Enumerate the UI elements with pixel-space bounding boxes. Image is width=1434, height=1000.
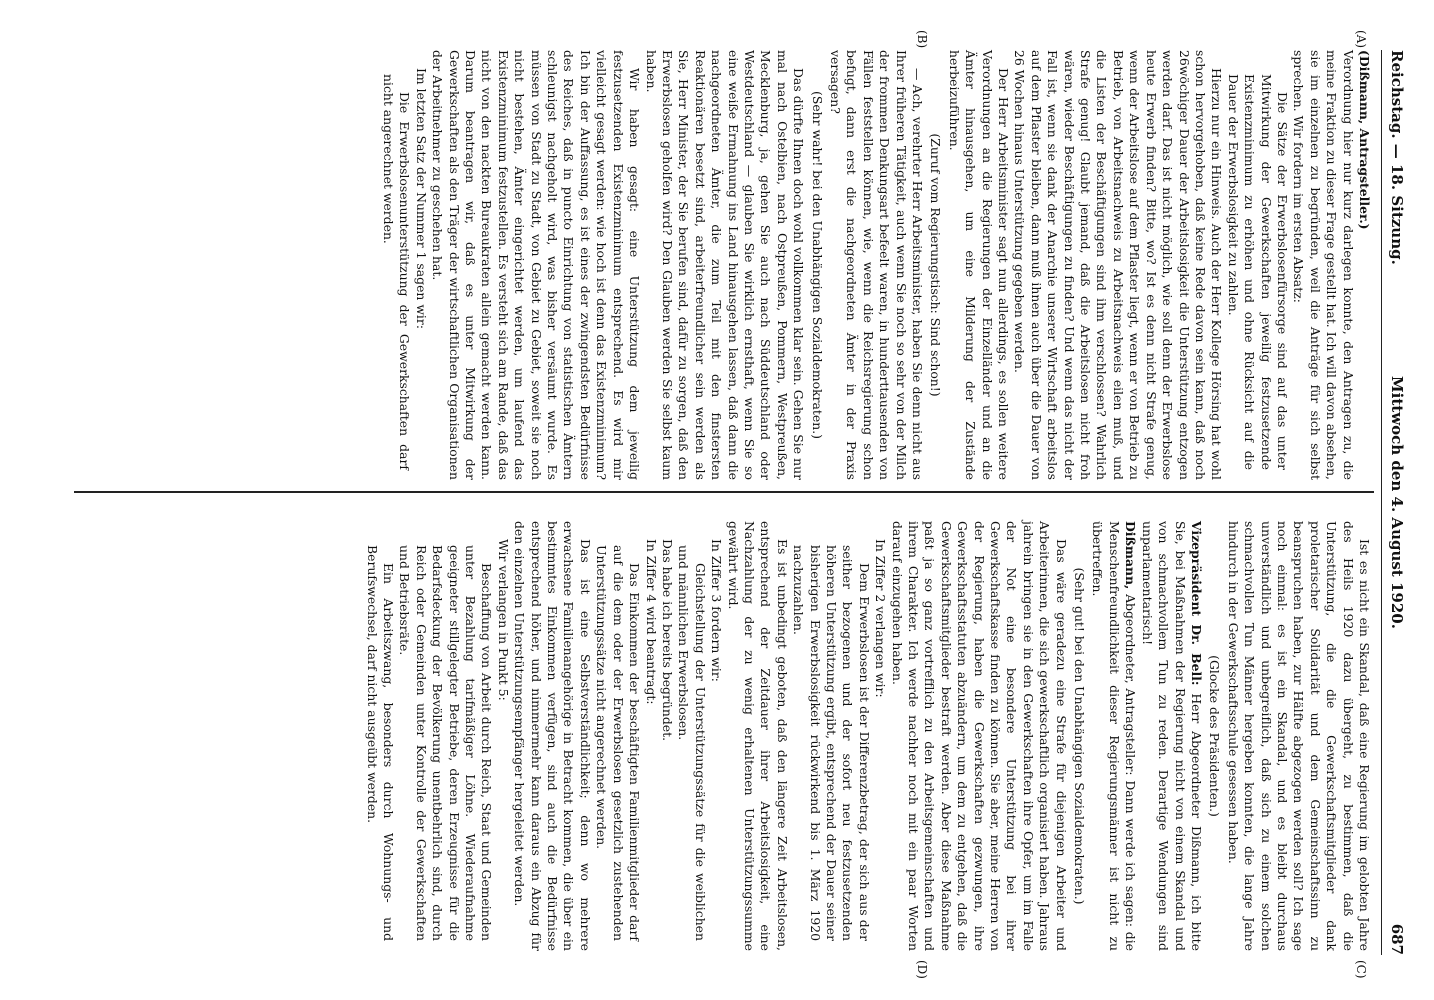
paragraph-text: Die Erwerbslosenunterstützung der Gewerkschaften darf nicht angerechnet werden. xyxy=(381,74,413,470)
paragraph-text: Wir haben gesagt: eine Unterstützung dem jeweilig festzusetzenden Existenzminimum entsprechend. Es wird mir vielleicht gesagt werden: wie hoch ist denn das Existenzminimum? Ich bin der Auffassung, es ist eines der zwingendsten Bedürfnisse des Reiches, daß in puncto Einrichtung von statistischen Ämtern schleunigst nachgeholt wird, was bisher versäumt wurde. Es müssen von Stadt zu Stadt, von Gebiet zu Gebiet, soweit sie noch nicht bestehen, Ämter eingerichtet werden, um laufend das Existenzminimum festzustellen. Es versteht sich am Rande, daß das nicht von den nackten Bureaukraten allein gemacht werden kann. Darum beantragen wir, daß es unter Mitwirkung der Gewerkschaften als den Träger der wirtschaftlichen Organisationen der Arbeitnehmer zu geschehen hat. xyxy=(430,50,643,480)
paragraph xyxy=(363,545,396,941)
paragraph-text: Das Einkommen der beschäftigten Familienmitglieder darf auf die dem oder der Erwerbslosen gesetzlich zustehenden Unterstützungssätze nicht angerechnet werden. xyxy=(594,545,643,941)
paragraph-text: In Ziffer 4 wird beantragt: xyxy=(643,539,659,705)
paragraph-text: Ein Arbeitszwang, besonders durch Wohnungs- und Berufswechsel, darf nicht ausgeübt werden. xyxy=(364,545,397,941)
paragraph xyxy=(659,521,675,951)
speaker-name: Dißmann, xyxy=(1123,521,1139,590)
margin-mark-a: (A) xyxy=(1354,30,1368,49)
column-divider xyxy=(74,491,1374,493)
paragraph xyxy=(511,521,593,951)
paragraph xyxy=(1089,521,1138,951)
paragraph-text: In Ziffer 2 verlangen wir: xyxy=(873,539,889,698)
paragraph xyxy=(380,74,413,470)
paragraph-text: Das wäre geradezu eine Strafe für diejenigen Arbeiter und Arbeiterinnen, die sich gewerkschaftlich organisiert haben. Jahraus jahrein bringen sie in den Gewerkschaften ihre Opfer, um im Falle der Not eine besondere Unterstützung bei ihrer Gewerkschaftskasse finden zu können. Sie aber, meine Herren von der Regierung, haben die Gewerkschaften gezwungen, ihre Gewerkschaftsstatuten abzuändern, um dem zu entgehen, daß die Gewerkschaftsmitglieder bestraft werden. Aber diese Maßnahme paßt ja so ganz vortrefflich zu den Arbeitsgemeinschaften und ihrem Charakter. Ich werde nachher noch mit ein paar Worten darauf einzugehen haben. xyxy=(889,521,1069,951)
paragraph xyxy=(1290,50,1356,480)
header-session: Reichstag. — 18. Sitzung. xyxy=(1388,50,1406,265)
paragraph-text: Verordnung hier nur kurz darlegen konnte, den Antragen zu, die meine Fraktion zu dieser Frage gestellt hat. Ich will davon absehen, sie im einzelnen zu begründen, weil die Anträge für sich selbst sprechen. Wir fordern im ersten Absatz: xyxy=(1291,50,1356,480)
running-head xyxy=(1381,50,1406,955)
paragraph-text: Abgeordneter, Antragsteller: Dann werde ich sagen: die Menschenfreundlichkeit dieser Regierungsmänner ist nicht zu übertreffen. xyxy=(1090,521,1139,951)
paragraph xyxy=(642,521,658,951)
paragraph-text: Die Sätze der Erwerbslosenfürsorge sind auf das unter Mitwirkung der Gewerkschaften jeweilig festzusetzende Existenzminimum zu erhöhen und ohne Rücksicht auf die Dauer der Erwerbslosigkeit zu zahlen. xyxy=(1225,74,1290,470)
paragraph-text: Es ist unbedingt geboten, daß den längere Zeit Arbeitslosen, entsprechend der Zeitdauer ihrer Arbeitslosigkeit, eine Nachzahlung der zu wenig erhaltenen Unterstützungssumme gewährt wird. xyxy=(725,521,790,951)
paragraph-text: Beschaffung von Arbeit durch Reich, Staat und Gemeinden unter Bezahlung tarifmäßiger Löhne. Wiederaufnahme geeigneter stillgelegter Betriebe, deren Erzeugnisse für die Bedarfsdeckung der Bevölkerung unentbehrlich sind, durch Reich oder Gemeinden unter Kontrolle der Gewerkschaften und Betriebsräte. xyxy=(397,545,495,941)
margin-mark-d: (D) xyxy=(915,960,929,979)
paragraph xyxy=(494,521,510,951)
paragraph-text: Wir verlangen in Punkt 5: xyxy=(495,539,511,701)
paragraph-text: (Sehr gut! bei den Unabhängigen Sozialdemokraten.) xyxy=(1072,567,1088,905)
paragraph xyxy=(412,50,428,480)
paragraph xyxy=(429,50,642,480)
paragraph xyxy=(1138,521,1204,951)
paragraph-text: Gleichstellung der Unterstützungssätze für die weiblichen und männlichen Erwerbslosen. xyxy=(676,545,708,941)
paragraph xyxy=(593,545,642,941)
paragraph-text: (Zuruf vom Regierungstisch: Sind schon!) xyxy=(928,133,944,397)
paragraph xyxy=(1011,50,1224,480)
paragraph-text: (Glocke des Präsidenten.) xyxy=(1207,655,1223,817)
paragraph xyxy=(888,521,1068,951)
paragraph-text: Hierzu nur ein Hinweis. Auch der Herr Kollege Hörsing hat wohl schon hervorgehoben, daß keine Rede davon sein kann, daß noch 26wöchiger Dauer der Arbeitslosigkeit die Unterstützung entzogen werden darf. Das ist nicht möglich, wie soll denn der Erwerbslose heute Erwerb finden? Bitte, wo? Ist es denn nicht Strafe genug, wenn der Arbeitslose auf dem Pflaster liegt, wenn er von Betrieb zu Betrieb, von Arbeitsnachweis zu Arbeitsnachweis eilen muß, und die Listen der Beschäftigungen sind ihm verschlossen? Wahrlich Strafe genug! Glaubt jemand, daß die Arbeitslosen nicht froh wären, wieder Beschäftigungen zu finden? Und wenn das nicht der Fall ist, wenn sie dank der Anarchie unserer Wirtschaft arbeitslos auf dem Pflaster bleiben, dann muß ihnen auch über die Dauer von 26 Wochen hinaus Unterstützung gegeben werden. xyxy=(1012,50,1225,480)
paragraph-text: Ist es nicht ein Skandal, daß eine Regierung im gelobten Jahre des Heils 1920 dazu übergeht, zu bestimmen, daß die Unterstützung, die die Gewerkschaftsmitglieder dank proletarischer Solidarität und dem Gemeinschaftssinn zu beanspruchen haben, zur Hälfte abgezogen werden soll? Ich sage noch einmal: es ist ein Skandal, und es bleibt durchaus unverständlich und unbegreiflich, daß sich zu einem solchen schmachvollen Tun Männer hergeben konnten, die lange Jahre hindurch in der Gewerkschaftsschule gesessen haben. xyxy=(1225,521,1372,951)
paragraph-text: — Ach, verehrter Herr Arbeitsminister, haben Sie denn nicht aus Ihrer früheren Tätigkeit, auch wenn Sie noch so sehr von der Milch der frommen Denkungsart befeelt waren, in hunderttausenden von Fällen feststellen können, wie, wenn die Reichsregierung schon befugt, dann erst die nachgeordneten Ämter in der Praxis versagen? xyxy=(828,50,926,480)
page-number: 687 xyxy=(1388,923,1406,955)
interjection xyxy=(808,70,824,460)
interjection xyxy=(927,70,943,460)
text-column-left xyxy=(380,50,1372,480)
paragraph-text: Das habe ich bereits begründet. xyxy=(659,539,675,742)
speaker-name: Vizepräsident Dr. Bell: xyxy=(1188,521,1204,686)
paragraph xyxy=(642,50,806,480)
paragraph xyxy=(872,521,888,951)
paragraph xyxy=(945,50,1011,480)
paragraph xyxy=(1224,521,1372,951)
paragraph xyxy=(1224,74,1290,470)
paragraph xyxy=(708,521,724,951)
paragraph-text: Dem Erwerbslosen ist der Differenzbetrag, der sich aus der seither bezogenen und der sofort neu festzusetzenden höheren Unterstützung ergibt, entsprechend der Dauer seiner bisherigen Erwerbslosigkeit rückwirkend bis 1. März 1920 nachzuzahlen. xyxy=(791,545,872,941)
margin-mark-c: (C) xyxy=(1354,960,1368,979)
interjection xyxy=(1071,541,1087,931)
paragraph-text: Herr Abgeordneter Dißmann, ich bitte Sie, bei Maßnahmen der Regierung nicht von einem Skandal und von schmachvollem Tun zu reden. Derartige Wendungen sind unparlamentarisch! xyxy=(1139,521,1204,951)
header-date: Mittwoch den 4. August 1920. xyxy=(1388,376,1406,629)
paragraph-text: Der Herr Arbeitsminister sagt nun allerdings, es sollen weitere Verordnungen an die Regierungen der Einzelländer und an die Ämter hinausgehen, um eine Milderung der Zustände herbeizuführen. xyxy=(946,50,1012,480)
paragraph xyxy=(724,521,790,951)
paragraph-text: Das dürfte Ihnen doch wohl vollkommen klar sein. Gehen Sie nur mal nach Ostelbien, nach Ostpreußen, Pommern, Westpreußen, Mecklenburg, ja, gehen Sie auch nach Süddeutschland oder Westdeutschland — glauben Sie wirklich ernsthaft, wenn Sie so eine weiße Ermahnung ins Land hinausgehen lassen, daß dann die nachgeordneten Ämter, die zum Teil mit den finstersten Reaktionären besetzt sind, arbeiterfreundlicher sein werden als Sie, Herr Minister, der Sie berufen sind, dafür zu sorgen, daß den Erwerbslosen geholfen wird? Den Glauben werden Sie selbst kaum haben. xyxy=(643,50,807,480)
paragraph xyxy=(675,545,708,941)
text-column-right xyxy=(363,521,1372,951)
interjection xyxy=(1206,541,1222,931)
paragraph-text: Im letzten Satz der Nummer 1 sagen wir: xyxy=(413,68,429,329)
paragraph xyxy=(396,545,494,941)
margin-mark-b: (B) xyxy=(915,30,929,49)
paragraph xyxy=(1356,50,1372,480)
paragraph-text: (Sehr wahr! bei den Unabhängigen Sozialdemokraten.) xyxy=(809,91,825,439)
speaker-name: (Dißmann, Antragsteller.) xyxy=(1357,50,1372,230)
paragraph xyxy=(790,545,872,941)
paragraph xyxy=(827,50,925,480)
paragraph-text: In Ziffer 3 fordern wir: xyxy=(709,539,725,682)
paragraph-text: Das ist eine Selbstverständlichkeit; denn wo mehrere erwachsene Familienangehörige in Betracht kommen, die über ein bestimmtes Einkommen verfügen, sind auch die Bedürfnisse entsprechend höher, und nimmermehr kann daraus ein Abzug für den einzelnen Unterstützungsempfänger hergeleitet werden. xyxy=(512,521,593,951)
